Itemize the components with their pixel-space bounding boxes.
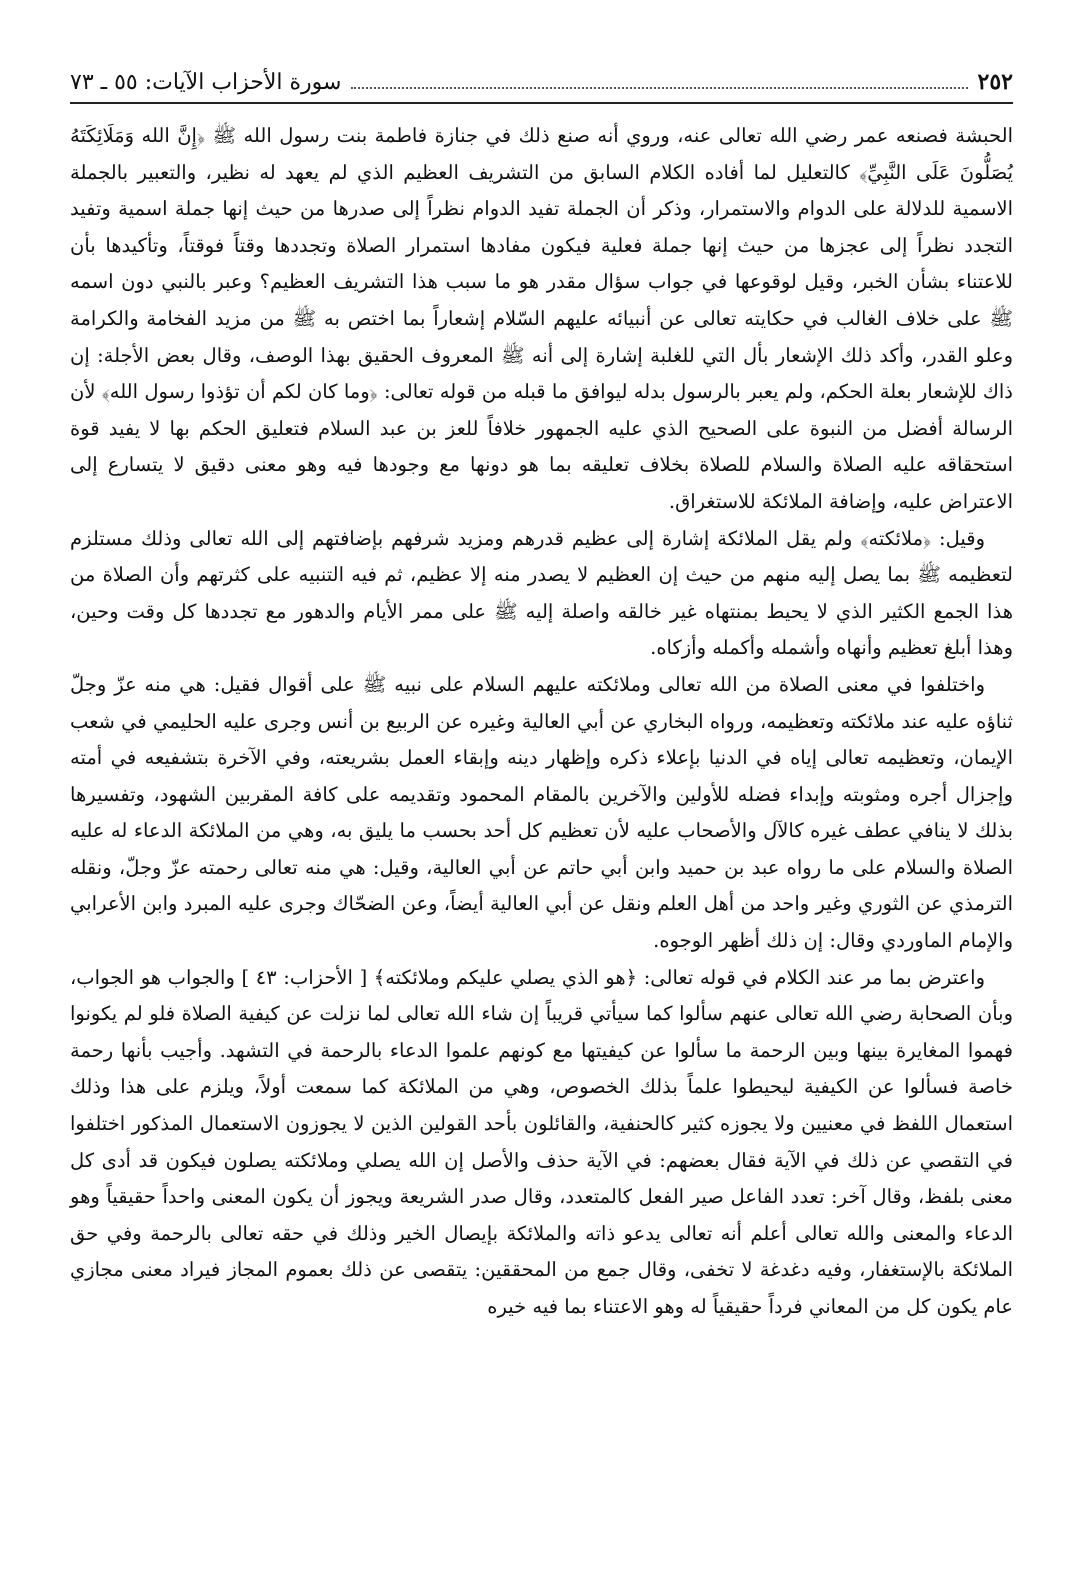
paragraph: وقيل: ﴿ملائكته﴾ ولم يقل الملائكة إشارة إلى عظيم قدرهم ومزيد شرفهم بإضافتهم إلى الله تعالى وذلك مستلزم لتعظيمه ﷺ بما يصل إليه منهم من حيث إن العظيم لا يصدر منه إلا عظيم، ثم فيه التنبيه على كثرتهم وأن الصلاة من هذا الجمع الكثير الذي لا يحيط بمنتهاه غير خالقه واصلة إليه ﷺ على ممر الأيام والدهور مع تجددها كل وقت وحين، وهذا أبلغ تعظيم وأنهاه وأشمله وأكمله وأزكاه. [70, 526, 1013, 660]
paragraph: واختلفوا في معنى الصلاة من الله تعالى وملائكته عليهم السلام على نبيه ﷺ على أقوال فقيل: هي منه عزّ وجلّ ثناؤه عليه عند ملائكته وتعظيمه، ورواه البخاري عن أبي العالية وغيره عن الربيع بن أنس وجرى عليه الحليمي في شعب الإيمان، وتعظيمه تعالى إياه في الدنيا بإعلاء ذكره وإظهار دينه وإبقاء العمل بشريعته، وفي الآخرة بتشفيعه في أمته وإجزال أجره ومثوبته وإبداء فضله للأولين والآخرين بالمقام المحمود وتقديمه على كافة المقربين الشهود، وتفسيرها بذلك لا ينافي عطف غيره كالآل والأصحاب عليه لأن تعظيم كل أحد بحسب ما يليق به، وهي من الملائكة الدعاء له عليه الصلاة والسلام على ما رواه عبد بن حميد وابن أبي حاتم عن أبي العالية، وقيل: هي منه تعالى رحمته عزّ وجلّ، ونقله الترمذي عن الثوري وغير واحد من أهل العلم ونقل عن أبي العالية أيضاً، وعن الضحّاك وجرى عليه المبرد وابن الأعرابي والإمام الماوردي وقال: إن ذلك أظهر الوجوه. [70, 672, 1013, 953]
page-number: ٢٥٢ [977, 69, 1013, 95]
paragraph: واعترض بما مر عند الكلام في قوله تعالى: ﴿هو الذي يصلي عليكم وملائكته﴾ [ الأحزاب: ٤٣ ] والجواب هو الجواب، وبأن الصحابة رضي الله تعالى عنهم سألوا كما سيأتي قريباً إن شاء الله تعالى لما نزلت عن كيفية الصلاة فلو لم يكونوا فهموا المغايرة بينها وبين الرحمة ما سألوا عن كيفيتها مع كونهم علموا الدعاء بالرحمة في التشهد. وأجيب بأنها رحمة خاصة فسألوا عن الكيفية ليحيطوا علماً بذلك الخصوص، وهي من الملائكة كما سمعت أولاً، ويلزم على هذا وذلك استعمال اللفظ في معنيين ولا يجوزه كثير كالحنفية، والقائلون بأحد القولين الذين لا يجوزون الاستعمال المذكور اختلفوا في التقصي عن ذلك في الآية فقال بعضهم: في الآية حذف والأصل إن الله يصلي وملائكته يصلون فيكون قد أدى كل معنى بلفظ، وقال آخر: تعدد الفاعل صير الفعل كالمتعدد، وقال صدر الشريعة ويجوز أن يكون المعنى واحداً حقيقياً وهو الدعاء والمعنى والله تعالى أعلم أنه تعالى يدعو ذاته والملائكة بإيصال الخير وذلك في حقه تعالى بالرحمة وفي حق الملائكة بالإستغفار، وفيه دغدغة لا تخفى، وقال جمع من المحققين: يتقصى عن ذلك بعموم المجاز فيراد معنى مجازي عام يكون كل من المعاني فرداً حقيقياً له وهو الاعتناء بما فيه خيره [70, 965, 1013, 1318]
page [70, 62, 1013, 1558]
paragraph: الحبشة فصنعه عمر رضي الله تعالى عنه، وروي أنه صنع ذلك في جنازة فاطمة بنت رسول الله ﷺ ﴿إِنَّ الله وَمَلَائِكَتَهُ يُصَلُّونَ عَلَى النَّبِيِّ﴾ كالتعليل لما أفاده الكلام السابق من التشريف العظيم الذي لم يعهد له نظير، والتعبير بالجملة الاسمية للدلالة على الدوام والاستمرار، وذكر أن الجملة تفيد الدوام نظراً إلى صدرها من حيث إنها جملة اسمية وتفيد التجدد نظراً إلى عجزها من حيث إنها جملة فعلية فيكون مفادها استمرار الصلاة وتجددها وقتاً فوقتاً، وتأكيدها بأن للاعتناء بشأن الخبر، وقيل لوقوعها في جواب سؤال مقدر هو ما سبب هذا التشريف العظيم؟ وعبر بالنبي دون اسمه ﷺ على خلاف الغالب في حكايته تعالى عن أنبيائه عليهم السّلام إشعاراً بما اختص به ﷺ من مزيد الفخامة والكرامة وعلو القدر، وأكد ذلك الإشعار بأل التي للغلبة إشارة إلى أنه ﷺ المعروف الحقيق بهذا الوصف، وقال بعض الأجلة: إن ذاك للإشعار بعلة الحكم، ولم يعبر بالرسول بدله ليوافق ما قبله من قوله تعالى: ﴿وما كان لكم أن تؤذوا رسول الله﴾ لأن الرسالة أفضل من النبوة على الصحيح الذي عليه الجمهور خلافاً للعز بن عبد السلام فتعليق الحكم بها لا يفيد قوة استحقاقه عليه الصلاة والسلام للصلاة بخلاف تعليقه بما هو دونها مع وجودها فيه وهو معنى دقيق لا يتسارع إلى الاعتراض عليه، وإضافة الملائكة للاستغراق. [70, 124, 1013, 513]
running-header [70, 62, 1013, 104]
body-text [70, 118, 1013, 1326]
header-dot-leader [351, 65, 967, 89]
surah-title: سورة الأحزاب الآيات: ٥٥ ـ ٧٣ [70, 70, 342, 95]
